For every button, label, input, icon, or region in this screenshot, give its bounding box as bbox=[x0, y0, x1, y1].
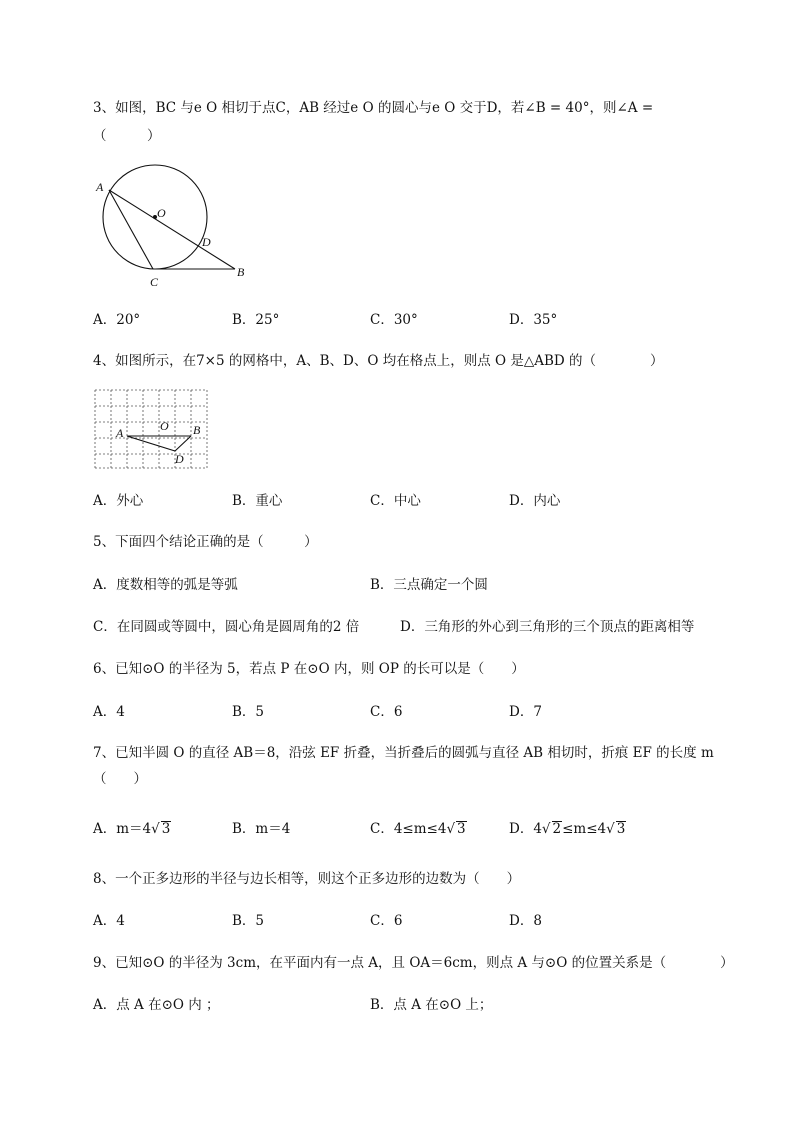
q3-option-d[interactable]: D．35° bbox=[509, 312, 558, 328]
q7-stem-line1: 7、已知半圆 O 的直径 AB＝8，沿弦 EF 折叠，当折叠后的圆弧与直径 AB 相切时，折痕 EF 的长度 m bbox=[93, 745, 714, 761]
q5-stem: 5、下面四个结论正确的是（ ） bbox=[93, 534, 318, 550]
q4-label-A: A bbox=[116, 426, 124, 440]
q5-option-d[interactable]: D．三角形的外心到三角形的三个顶点的距离相等 bbox=[400, 619, 695, 635]
q6-option-d[interactable]: D．7 bbox=[509, 704, 542, 720]
q5-option-b[interactable]: B．三点确定一个圆 bbox=[370, 577, 488, 593]
q7-option-d-text: D．4 bbox=[509, 821, 542, 837]
q4-stem: 4、如图所示，在7×5 的网格中，A、B、D、O 均在格点上，则点 O 是△ABD 的（ ） bbox=[93, 353, 664, 369]
q8-stem: 8、一个正多边形的半径与边长相等，则这个正多边形的边数为（ ） bbox=[93, 871, 521, 887]
q7-option-d-radicand-1: 2 bbox=[552, 821, 562, 837]
q6-option-a[interactable]: A．4 bbox=[93, 704, 125, 720]
q3-label-A: A bbox=[96, 180, 104, 194]
q4-option-c[interactable]: C．中心 bbox=[370, 493, 421, 509]
q3-stem-line1: 3、如图，BC 与e O 相切于点C，AB 经过e O 的圆心与e O 交于D，若∠B = 40°，则∠A = bbox=[93, 100, 654, 116]
q7-option-d-sqrt-sign-1: √ bbox=[541, 821, 551, 837]
q3-label-C: C bbox=[150, 275, 159, 289]
q8-option-c[interactable]: C．6 bbox=[370, 913, 403, 929]
q7-option-c-radicand: 3 bbox=[457, 821, 466, 837]
q8-option-a[interactable]: A．4 bbox=[93, 913, 125, 929]
q4-grid-figure bbox=[95, 390, 215, 470]
q4-label-D: D bbox=[175, 452, 184, 466]
q9-option-a[interactable]: A．点 A 在⊙O 内 ； bbox=[93, 997, 220, 1013]
q4-option-a[interactable]: A．外心 bbox=[93, 493, 144, 509]
q7-option-a-text: A．m＝4 bbox=[93, 821, 152, 837]
q4-grid bbox=[95, 390, 207, 468]
q3-option-a[interactable]: A．20° bbox=[93, 312, 141, 328]
q4-option-d[interactable]: D．内心 bbox=[509, 493, 561, 509]
q6-stem: 6、已知⊙O 的半径为 5，若点 P 在⊙O 内，则 OP 的长可以是（ ） bbox=[93, 661, 525, 677]
q7-option-d[interactable] bbox=[509, 820, 626, 838]
q7-option-c[interactable] bbox=[370, 820, 467, 838]
q8-option-b[interactable]: B．5 bbox=[232, 913, 265, 929]
q3-line-AB bbox=[109, 190, 235, 269]
q3-option-c[interactable]: C．30° bbox=[370, 312, 418, 328]
q7-stem-line2: （ ） bbox=[93, 771, 147, 787]
q7-option-c-text: C．4≤m≤4 bbox=[370, 821, 447, 837]
q3-label-O: O bbox=[157, 206, 166, 220]
q4-label-O: O bbox=[160, 419, 169, 433]
q7-option-d-sqrt-sign-2: √ bbox=[606, 821, 615, 837]
q3-label-D: D bbox=[202, 235, 211, 249]
q9-stem: 9、已知⊙O 的半径为 3cm，在平面内有一点 A，且 OA＝6cm，则点 A 与⊙O 的位置关系是（ ） bbox=[93, 955, 734, 971]
q7-option-a-sqrt-sign: √ bbox=[151, 821, 160, 837]
q7-option-d-radicand-2: 3 bbox=[616, 821, 626, 837]
q3-option-b[interactable]: B．25° bbox=[232, 312, 280, 328]
q4-label-B: B bbox=[193, 423, 201, 437]
q7-option-b[interactable]: B．m＝4 bbox=[232, 821, 291, 837]
q7-option-a[interactable] bbox=[93, 820, 171, 838]
q3-stem-line2: （ ） bbox=[93, 128, 161, 144]
q6-option-b[interactable]: B．5 bbox=[232, 704, 265, 720]
q5-option-c[interactable]: C．在同圆或等圆中，圆心角是圆周角的2 倍 bbox=[93, 619, 360, 635]
q7-option-d-middle: ≤m≤4 bbox=[562, 821, 607, 837]
q3-label-B: B bbox=[237, 265, 245, 279]
q9-option-b[interactable]: B．点 A 在⊙O 上； bbox=[370, 997, 493, 1013]
q4-option-b[interactable]: B．重心 bbox=[232, 493, 283, 509]
q8-option-d[interactable]: D．8 bbox=[509, 913, 542, 929]
q7-option-a-radicand: 3 bbox=[161, 821, 171, 837]
q3-line-AC bbox=[109, 190, 153, 269]
q6-option-c[interactable]: C．6 bbox=[370, 704, 403, 720]
q3-figure bbox=[95, 172, 255, 292]
q7-option-c-sqrt-sign: √ bbox=[446, 821, 456, 837]
q5-option-a[interactable]: A．度数相等的弧是等弧 bbox=[93, 577, 238, 593]
